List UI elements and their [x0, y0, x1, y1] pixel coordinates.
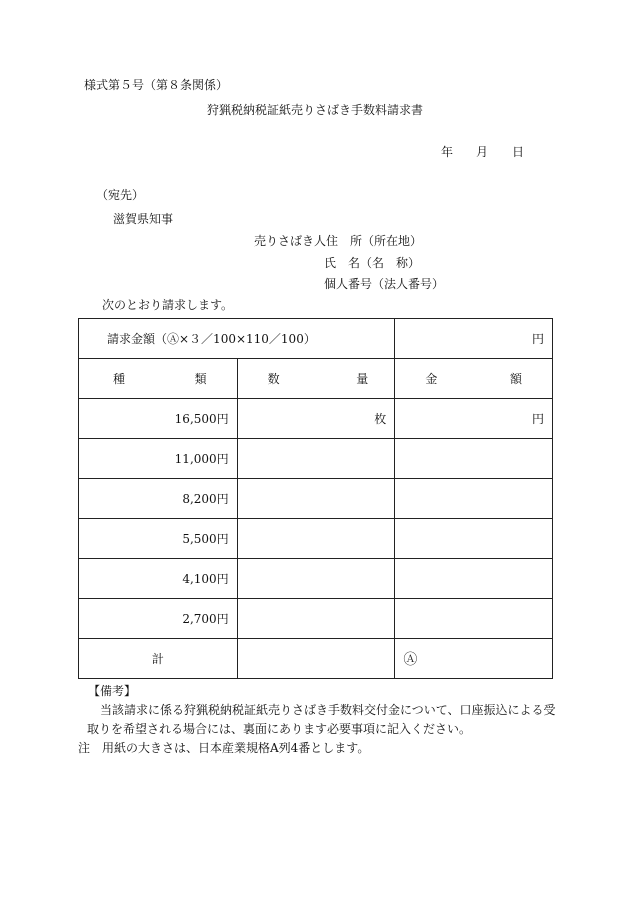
- date-day: 日: [512, 145, 525, 159]
- table-row: [79, 479, 553, 519]
- total-quantity-field[interactable]: [237, 639, 395, 679]
- quantity-field[interactable]: 枚: [237, 399, 395, 439]
- quantity-field[interactable]: [237, 439, 395, 479]
- table-row: [79, 399, 553, 439]
- amount-field[interactable]: 円: [395, 399, 553, 439]
- quantity-field[interactable]: [237, 479, 395, 519]
- table-row: [79, 519, 553, 559]
- table-row: [79, 559, 553, 599]
- amount-field[interactable]: [395, 559, 553, 599]
- stamp-type: 11,000円: [79, 439, 238, 479]
- amount-field[interactable]: [395, 439, 553, 479]
- intro-text: 次のとおり請求します。: [102, 298, 234, 312]
- quantity-field[interactable]: [237, 559, 395, 599]
- total-row: [79, 639, 553, 679]
- header-amount: 金 額: [395, 359, 553, 399]
- stamp-type: 16,500円: [79, 399, 238, 439]
- claim-table: [78, 318, 553, 679]
- total-amount-field[interactable]: [395, 639, 553, 679]
- form-number: 様式第５号（第８条関係）: [84, 78, 229, 92]
- claim-amount-field[interactable]: [395, 319, 553, 359]
- claim-amount-unit: 円: [531, 332, 544, 346]
- stamp-type: 2,700円: [79, 599, 238, 639]
- quantity-field[interactable]: [237, 519, 395, 559]
- addressee: 滋賀県知事: [113, 212, 174, 226]
- stamp-type: 4,100円: [79, 559, 238, 599]
- claim-amount-label: 請求金額（Ⓐ×３／100×110／100）: [79, 319, 395, 359]
- total-mark: Ⓐ: [403, 651, 418, 668]
- header-row: [79, 359, 553, 399]
- date-year: 年: [441, 145, 454, 159]
- remarks-line-1: 当該請求に係る狩猟税納税証紙売りさばき手数料交付金について、口座振込による受: [100, 703, 556, 717]
- stamp-type: 5,500円: [79, 519, 238, 559]
- amount-field[interactable]: [395, 519, 553, 559]
- amount-field[interactable]: [395, 479, 553, 519]
- date-month: 月: [476, 145, 489, 159]
- seller-name-label: 氏 名（名 称）: [324, 256, 421, 270]
- table-row: [79, 439, 553, 479]
- amount-field[interactable]: [395, 599, 553, 639]
- table-row: [79, 599, 553, 639]
- addressee-label: （宛先）: [96, 188, 145, 202]
- remarks-heading: 【備考】: [88, 684, 137, 698]
- quantity-field[interactable]: [237, 599, 395, 639]
- seller-number-label: 個人番号（法人番号）: [324, 277, 445, 291]
- document-title: 狩猟税納税証紙売りさばき手数料請求書: [207, 103, 424, 117]
- header-type: 種 類: [79, 359, 238, 399]
- total-label: 計: [79, 639, 238, 679]
- stamp-type: 8,200円: [79, 479, 238, 519]
- header-quantity: 数 量: [237, 359, 395, 399]
- paper-size-note: 注 用紙の大きさは、日本産業規格A列4番とします。: [78, 741, 370, 755]
- seller-address-label: 売りさばき人住 所（所在地）: [254, 234, 423, 248]
- remarks-line-2: 取りを希望される場合には、裏面にあります必要事項に記入ください。: [87, 722, 472, 736]
- claim-amount-row: [79, 319, 553, 359]
